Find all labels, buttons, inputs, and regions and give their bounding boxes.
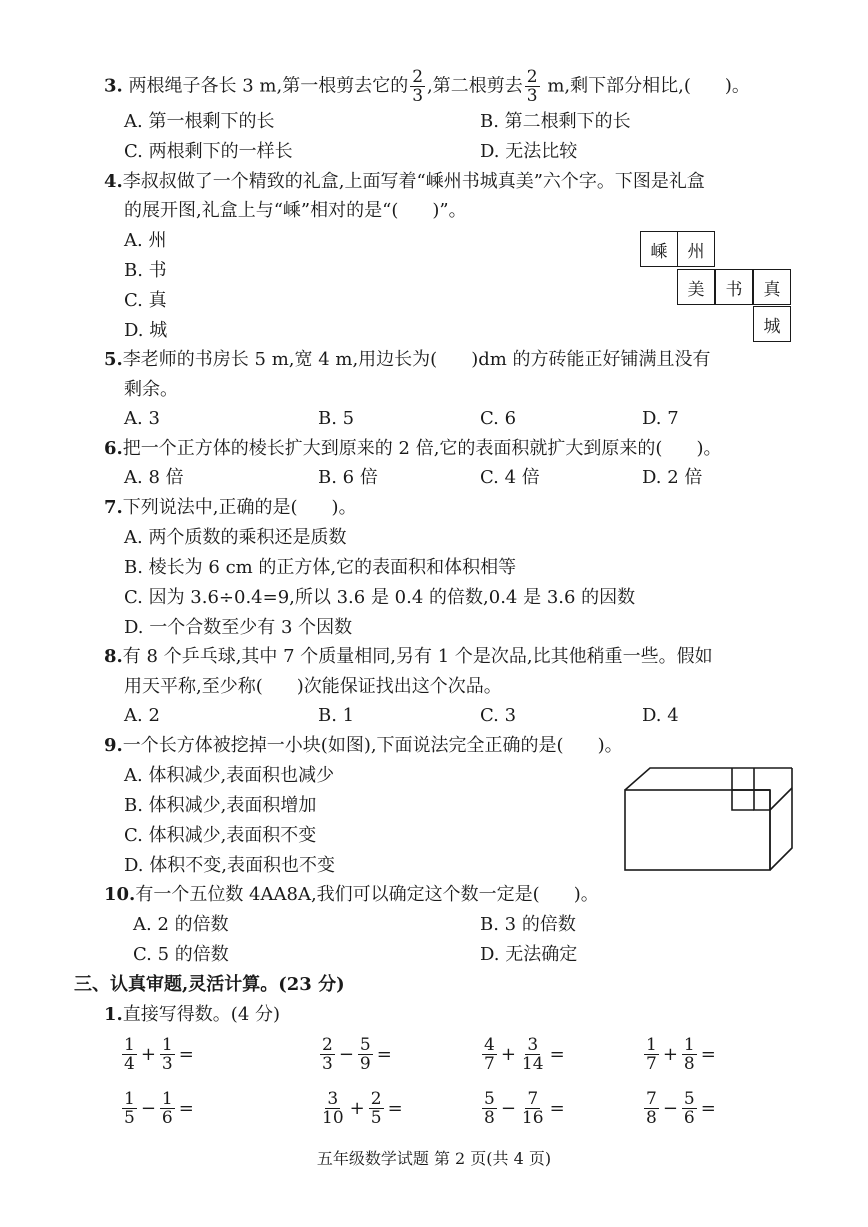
operator: − — [338, 1044, 354, 1065]
fraction: $\frac{1}{6}$ — [161, 1089, 173, 1128]
cuboid-with-notch-diagram — [622, 765, 797, 875]
q5-stem-line1: 5.李老师的书房长 5 m,宽 4 m,用边长为( )dm 的方砖能正好铺满且没有 — [104, 349, 711, 370]
net-cell: 真 — [753, 269, 791, 305]
q6-stem: 6.把一个正方体的棱长扩大到原来的 2 倍,它的表面积就扩大到原来的( )。 — [104, 438, 722, 459]
q9-option-c[interactable]: C. 体积减少,表面积不变 — [124, 825, 317, 846]
q8-option-b[interactable]: B. 1 — [318, 705, 355, 726]
page-footer: 五年级数学试题 第 2 页(共 4 页) — [316, 1149, 552, 1168]
q6-option-d[interactable]: D. 2 倍 — [642, 467, 703, 488]
q6-option-a[interactable]: A. 8 倍 — [124, 467, 184, 488]
operator: + — [662, 1044, 678, 1065]
fraction: $\frac{1}{7}$ — [646, 1035, 657, 1074]
section-3-subtitle: 1.直接写得数。(4 分) — [104, 1004, 281, 1025]
q7-option-c[interactable]: C. 因为 3.6÷0.4=9,所以 3.6 是 0.4 的倍数,0.4 是 3.6 的因数 — [124, 587, 636, 608]
q3-option-d[interactable]: D. 无法比较 — [480, 141, 578, 162]
q3-number: 3. — [104, 75, 123, 97]
q7-stem: 7.下列说法中,正确的是( )。 — [104, 497, 357, 518]
q5-stem-line2: 剩余。 — [124, 379, 178, 400]
q4-stem-line1: 4.李叔叔做了一个精致的礼盒,上面写着“嵊州书城真美”六个字。下图是礼盒 — [104, 171, 705, 192]
equals-sign: = — [376, 1044, 392, 1065]
fraction: $\frac{1}{3}$ — [161, 1035, 173, 1074]
calc-equation[interactable] — [120, 1090, 196, 1127]
q4-option-b[interactable]: B. 书 — [124, 260, 167, 281]
calc-equation[interactable] — [480, 1036, 567, 1073]
q9-option-d[interactable]: D. 体积不变,表面积也不变 — [124, 855, 335, 876]
q8-option-a[interactable]: A. 2 — [124, 705, 160, 726]
fraction: $\frac{7}{8}$ — [646, 1089, 657, 1128]
q10-stem: 10.有一个五位数 4AA8A,我们可以确定这个数一定是( )。 — [104, 884, 599, 905]
calc-equation[interactable] — [642, 1036, 718, 1073]
fraction: $\frac{1}{5}$ — [124, 1089, 135, 1128]
net-cell: 书 — [715, 269, 753, 305]
q7-option-d[interactable]: D. 一个合数至少有 3 个因数 — [124, 617, 353, 638]
fraction: $\frac{7}{16}$ — [521, 1089, 544, 1128]
equals-sign: = — [549, 1098, 565, 1119]
equals-sign: = — [700, 1098, 716, 1119]
q3-option-b[interactable]: B. 第二根剩下的长 — [480, 111, 631, 132]
equals-sign: = — [178, 1044, 194, 1065]
fraction: $\frac{5}{6}$ — [683, 1089, 695, 1128]
fraction: $\frac{2}{3}$ — [412, 67, 424, 106]
q4-option-a[interactable]: A. 州 — [124, 230, 167, 251]
fraction: $\frac{5}{9}$ — [359, 1035, 371, 1074]
q10-option-a[interactable]: A. 2 的倍数 — [133, 914, 229, 935]
q5-option-d[interactable]: D. 7 — [642, 408, 679, 429]
q10-option-b[interactable]: B. 3 的倍数 — [480, 914, 576, 935]
calc-equation[interactable] — [318, 1036, 394, 1073]
equals-sign: = — [700, 1044, 716, 1065]
fraction: $\frac{3}{14}$ — [521, 1035, 544, 1074]
fraction: $\frac{2}{3}$ — [322, 1035, 333, 1074]
calc-equation[interactable] — [318, 1090, 405, 1127]
calc-equation[interactable] — [480, 1090, 567, 1127]
operator: + — [349, 1098, 365, 1119]
q3-option-a[interactable]: A. 第一根剩下的长 — [124, 111, 275, 132]
q10-option-d[interactable]: D. 无法确定 — [480, 944, 578, 965]
q7-option-a[interactable]: A. 两个质数的乘积还是质数 — [124, 527, 347, 548]
net-cell: 美 — [677, 269, 715, 305]
q3-stem: 3. 两根绳子各长 3 m,第一根剪去它的 $\frac{2}{3}$ ,第二根剪去 $\frac{2}{3}$ m,剩下部分相比,( )。 — [104, 67, 750, 106]
fraction: $\frac{4}{7}$ — [484, 1035, 495, 1074]
equals-sign: = — [387, 1098, 403, 1119]
q4-option-c[interactable]: C. 真 — [124, 290, 167, 311]
q5-option-a[interactable]: A. 3 — [124, 408, 160, 429]
fraction: $\frac{2}{5}$ — [370, 1089, 382, 1128]
section-3-title: 三、认真审题,灵活计算。(23 分) — [74, 974, 345, 995]
q8-option-c[interactable]: C. 3 — [480, 705, 517, 726]
operator: + — [500, 1044, 516, 1065]
q8-stem-line2: 用天平称,至少称( )次能保证找出这个次品。 — [124, 676, 502, 697]
fraction: $\frac{2}{3}$ — [526, 67, 538, 106]
operator: − — [140, 1098, 156, 1119]
q9-stem: 9.一个长方体被挖掉一小块(如图),下面说法完全正确的是( )。 — [104, 735, 623, 756]
q3-option-c[interactable]: C. 两根剩下的一样长 — [124, 141, 293, 162]
operator: − — [662, 1098, 678, 1119]
net-cell: 嵊 — [640, 231, 678, 267]
q6-option-c[interactable]: C. 4 倍 — [480, 467, 540, 488]
fraction: $\frac{1}{8}$ — [683, 1035, 695, 1074]
q9-option-a[interactable]: A. 体积减少,表面积也减少 — [124, 765, 335, 786]
calc-equation[interactable] — [120, 1036, 196, 1073]
q8-option-d[interactable]: D. 4 — [642, 705, 679, 726]
equals-sign: = — [549, 1044, 565, 1065]
calc-equation[interactable] — [642, 1090, 718, 1127]
net-cell: 州 — [677, 231, 715, 267]
q9-option-b[interactable]: B. 体积减少,表面积增加 — [124, 795, 317, 816]
q4-option-d[interactable]: D. 城 — [124, 320, 168, 341]
operator: + — [140, 1044, 156, 1065]
fraction: $\frac{1}{4}$ — [124, 1035, 135, 1074]
q8-stem-line1: 8.有 8 个乒乓球,其中 7 个质量相同,另有 1 个是次品,比其他稍重一些。假如 — [104, 646, 713, 667]
q7-option-b[interactable]: B. 棱长为 6 cm 的正方体,它的表面积和体积相等 — [124, 557, 517, 578]
equals-sign: = — [178, 1098, 194, 1119]
q5-option-b[interactable]: B. 5 — [318, 408, 355, 429]
fraction: $\frac{5}{8}$ — [484, 1089, 495, 1128]
q5-option-c[interactable]: C. 6 — [480, 408, 517, 429]
q10-option-c[interactable]: C. 5 的倍数 — [133, 944, 229, 965]
q4-stem-line2: 的展开图,礼盒上与“嵊”相对的是“( )”。 — [124, 200, 467, 221]
net-cell: 城 — [753, 306, 791, 342]
q6-option-b[interactable]: B. 6 倍 — [318, 467, 378, 488]
operator: − — [500, 1098, 516, 1119]
fraction: $\frac{3}{10}$ — [322, 1089, 344, 1128]
